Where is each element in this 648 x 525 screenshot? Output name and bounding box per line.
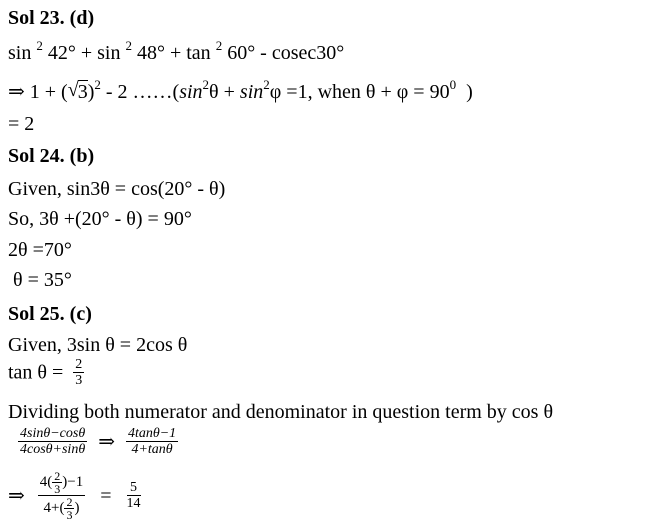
sol24-line-2: So, 3θ +(20° - θ) = 90° (8, 208, 192, 230)
result-fraction: $\frac{5}{14}$ (126, 480, 141, 511)
compound-fraction: 4( $\frac{2}{3}$ )−1 4+( $\frac{2}{3}$ ) (39, 469, 84, 522)
tan-fraction: $\frac{2}{3}$ (75, 357, 83, 388)
sol25-tan: tan θ = $\frac{2}{3}$ (8, 357, 83, 388)
sqrt-symbol: √ 3 (68, 80, 88, 104)
sol25-dividing: Dividing both numerator and denominator in question term by cos θ (8, 401, 554, 423)
implies-arrow-2: ⇒ (8, 484, 25, 507)
sol24-heading: Sol 24. (b) (8, 145, 95, 167)
sol25-step2 (8, 470, 141, 520)
sol25-step1 (8, 426, 178, 464)
sol24-line-4: θ = 35° (8, 269, 72, 291)
sol25-heading: Sol 25. (c) (8, 303, 92, 325)
fraction-right: $\frac{4\tan\theta-1}{4+\tan\theta}$ (127, 426, 177, 457)
sol24-line-1: Given, sin3θ = cos(20° - θ) (8, 178, 226, 200)
implies-arrow: ⇒ (98, 430, 115, 453)
sol23-result: = 2 (8, 113, 35, 135)
sol23-expression: sin $^2$ 42° + sin $^2$ 48° + tan $^2$ 60° - cosec30° (8, 38, 345, 64)
sol23-step: ⇒ 1 + (√ 3)$^2$ - 2 $\dots\dots(\sin^2\theta + \sin^2\varphi =1$, when $\theta + \varphi = 90^0$ ) (8, 80, 473, 106)
sol23-heading: Sol 23. (d) (8, 7, 95, 29)
sol24-line-3: 2θ =70° (8, 239, 72, 261)
equals-sign: = (100, 484, 112, 507)
sol25-given: Given, 3sin θ = 2cos θ (8, 334, 188, 356)
fraction-left: $\frac{4\sin\theta-\cos\theta}{4\cos\theta+\sin\theta}$ (20, 426, 86, 457)
